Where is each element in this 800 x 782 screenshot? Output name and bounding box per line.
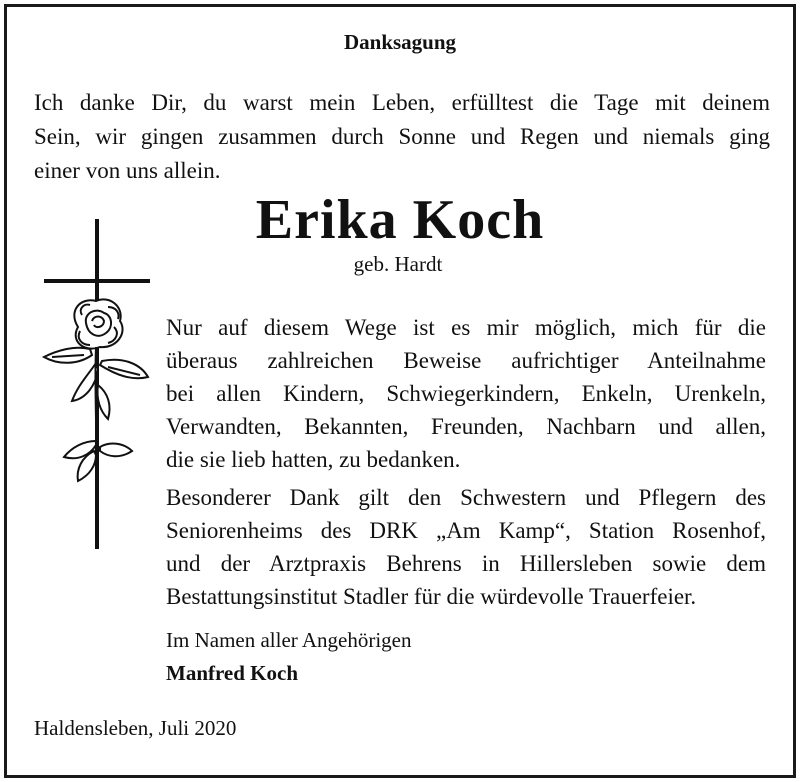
paragraph-line: bei allen Kindern, Schwiegerkindern, Enkeln, Urenkeln, <box>166 381 766 406</box>
place-date: Haldensleben, Juli 2020 <box>34 716 237 740</box>
birth-name: geb. Hardt <box>353 252 443 276</box>
signature-block <box>166 624 412 690</box>
paragraph-line: überaus zahlreichen Beweise aufrichtiger Anteilnahme <box>166 348 766 373</box>
deceased-name: Erika Koch <box>255 189 545 251</box>
signature-intro: Im Namen aller Angehörigen <box>166 628 412 652</box>
intro-verse <box>34 86 770 188</box>
cross-with-rose-icon <box>38 215 158 555</box>
thanks-paragraph <box>166 311 766 476</box>
paragraph-line: Bestattungsinstitut Stadler für die würdevolle Trauerfeier. <box>166 584 697 609</box>
paragraph-line: Besonderer Dank gilt den Schwestern und Pflegern des <box>166 485 766 510</box>
paragraph-line: Nur auf diesem Wege ist es mir möglich, mich für die <box>166 315 766 340</box>
intro-line: einer von uns allein. <box>34 158 221 183</box>
signature-name: Manfred Koch <box>166 661 299 685</box>
intro-line: Sein, wir gingen zusammen durch Sonne und Regen und niemals ging <box>34 124 770 149</box>
paragraph-line: Seniorenheims des DRK „Am Kamp“, Station Rosenhof, <box>166 518 766 543</box>
special-thanks-paragraph <box>166 481 766 613</box>
paragraph-line: und der Arztpraxis Behrens in Hillersleben sowie dem <box>166 551 766 576</box>
paragraph-line: Verwandten, Bekannten, Freunden, Nachbarn und allen, <box>166 414 766 439</box>
paragraph-line: die sie lieb hatten, zu bedanken. <box>166 447 461 472</box>
intro-line: Ich danke Dir, du warst mein Leben, erfülltest die Tage mit deinem <box>34 90 770 115</box>
notice-heading: Danksagung <box>343 30 457 54</box>
